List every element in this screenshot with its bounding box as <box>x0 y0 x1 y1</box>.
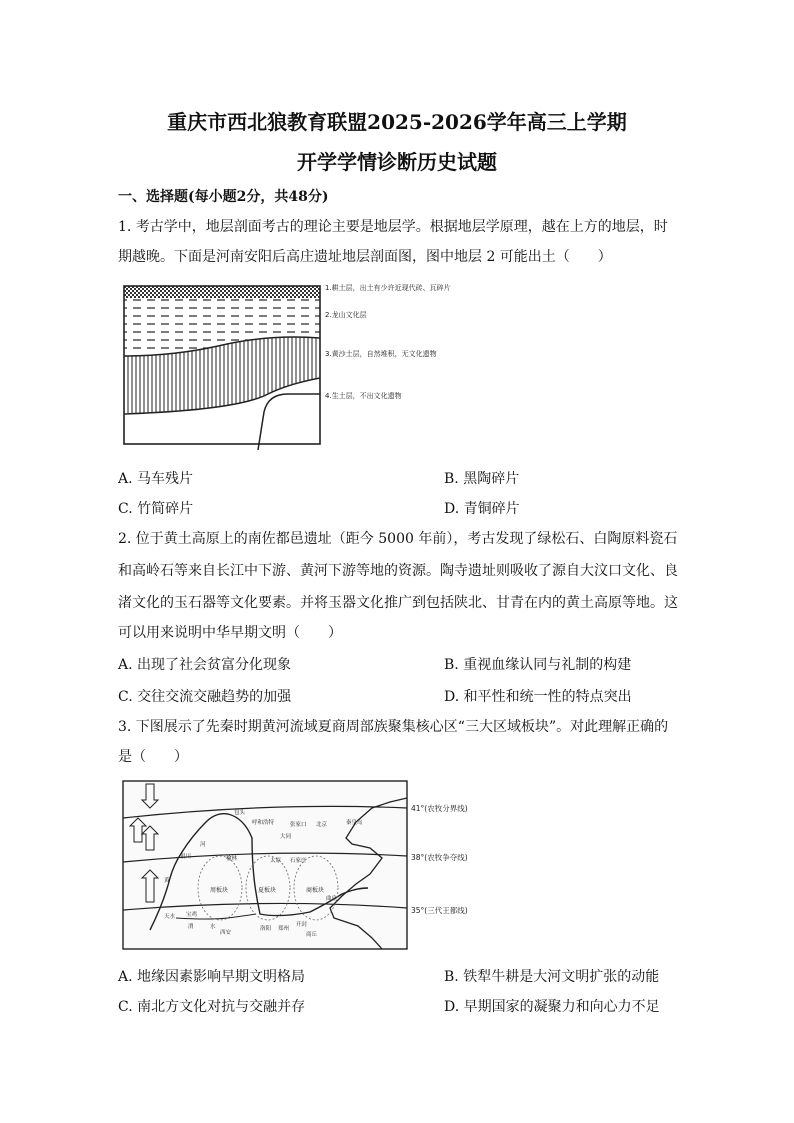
question-3-line-1: 3. 下图展示了先秦时期黄河流域夏商周部族聚集核心区“三大区域板块”。对此理解正确的 <box>118 719 669 735</box>
stratum-label-4: 4.生土层，不出文化遗物 <box>325 392 402 400</box>
q3-option-d[interactable]: D. 早期国家的凝聚力和向心力不足 <box>444 999 660 1015</box>
q2-option-c[interactable]: C. 交往交流交融趋势的加强 <box>118 689 292 705</box>
city-beijing: 北京 <box>316 822 328 828</box>
q1-option-a[interactable]: A. 马车残片 <box>118 471 194 487</box>
zhou-block-label: 周板块 <box>210 887 229 894</box>
question-2-line-2: 和高岭石等来自长江中下游、黄河下游等地的资源。陶寺遗址则吸收了源自大汶口文化、良 <box>118 563 678 579</box>
q2-option-b[interactable]: B. 重视血缘认同与礼制的构建 <box>444 657 632 673</box>
q1-option-b[interactable]: B. 黑陶碎片 <box>444 471 520 487</box>
page-title-line1: 重庆市西北狼教育联盟2025-2026学年高三上学期 <box>167 110 627 134</box>
q1-option-c[interactable]: C. 竹简碎片 <box>118 501 194 517</box>
section-heading: 一、选择题(每小题2分，共48分) <box>118 189 329 205</box>
lat-38-label: 38°(农牧争夺线) <box>411 853 468 862</box>
city-shijiazhuang: 石家庄 <box>290 858 307 864</box>
q3-option-b[interactable]: B. 铁犁牛耕是大河文明扩张的动能 <box>444 969 660 985</box>
city-tianshui: 天水 <box>164 914 176 920</box>
city-qufu: 曲阜 <box>326 896 338 902</box>
city-baotou: 包头 <box>234 810 246 816</box>
shang-block-label: 商板块 <box>306 887 325 894</box>
river-label-wei: 渭 <box>188 924 194 930</box>
stratum-1-topsoil <box>124 286 320 298</box>
stratum-label-1: 1.耕土层，出土有少许近现代砖、瓦碎片 <box>325 284 451 292</box>
q2-option-d[interactable]: D. 和平性和统一性的特点突出 <box>444 689 632 705</box>
question-2-line-3: 渚文化的玉石器等文化要素。并将玉器文化推广到包括陕北、甘青在内的黄土高原等地。这 <box>118 595 678 611</box>
city-datong: 大同 <box>280 834 292 840</box>
city-zhengzhou: 郑州 <box>278 926 290 932</box>
city-luoyang: 洛阳 <box>260 926 272 932</box>
river-label-he: 河 <box>200 842 206 848</box>
lat-41-label: 41°(农牧分界线) <box>411 804 468 813</box>
city-xian: 西安 <box>220 930 232 936</box>
city-zhangjiakou: 张家口 <box>290 822 307 828</box>
stratum-label-2: 2.龙山文化层 <box>325 311 367 319</box>
stratigraphy-figure <box>118 280 488 450</box>
q2-option-a[interactable]: A. 出现了社会贫富分化现象 <box>118 657 292 673</box>
three-blocks-map <box>120 778 490 954</box>
city-hohhot: 呼和浩特 <box>252 820 275 826</box>
xia-block-label: 夏板块 <box>258 887 277 894</box>
question-2-line-4: 可以用来说明中华早期文明（ ） <box>118 625 342 641</box>
river-label-shui: 水 <box>210 924 216 930</box>
city-kaifeng: 开封 <box>296 922 308 928</box>
stratum-label-3: 3.黄沙土层，自然堆积，无文化遗物 <box>325 350 437 358</box>
city-baoji: 宝鸡 <box>186 912 198 918</box>
river-label-huang: 黄 <box>164 878 170 884</box>
question-1-line-2: 期越晚。下面是河南安阳后高庄遗址地层剖面图，图中地层 2 可能出土（ ） <box>118 249 612 265</box>
city-qinhuangdao: 秦皇岛 <box>346 820 363 826</box>
question-3-line-2: 是（ ） <box>118 749 188 765</box>
city-yinchuan: 银川 <box>180 854 192 860</box>
question-2-line-1: 2. 位于黄土高原上的南佐都邑遗址（距今 5000 年前），考古发现了绿松石、白陶原料瓷石 <box>118 531 678 547</box>
city-yulin: 榆林 <box>226 856 238 862</box>
city-taiyuan: 太原 <box>270 858 282 864</box>
q1-option-d[interactable]: D. 青铜碎片 <box>444 501 520 517</box>
city-shangqiu: 商丘 <box>306 932 318 938</box>
q3-option-a[interactable]: A. 地缘因素影响早期文明格局 <box>118 969 306 985</box>
lat-35-label: 35°(三代王都线) <box>411 906 468 915</box>
page-title-line2: 开学学情诊断历史试题 <box>297 150 497 174</box>
question-1-line-1: 1. 考古学中，地层剖面考古的理论主要是地层学。根据地层学原理，越在上方的地层，时 <box>118 219 668 235</box>
q3-option-c[interactable]: C. 南北方文化对抗与交融并存 <box>118 999 306 1015</box>
